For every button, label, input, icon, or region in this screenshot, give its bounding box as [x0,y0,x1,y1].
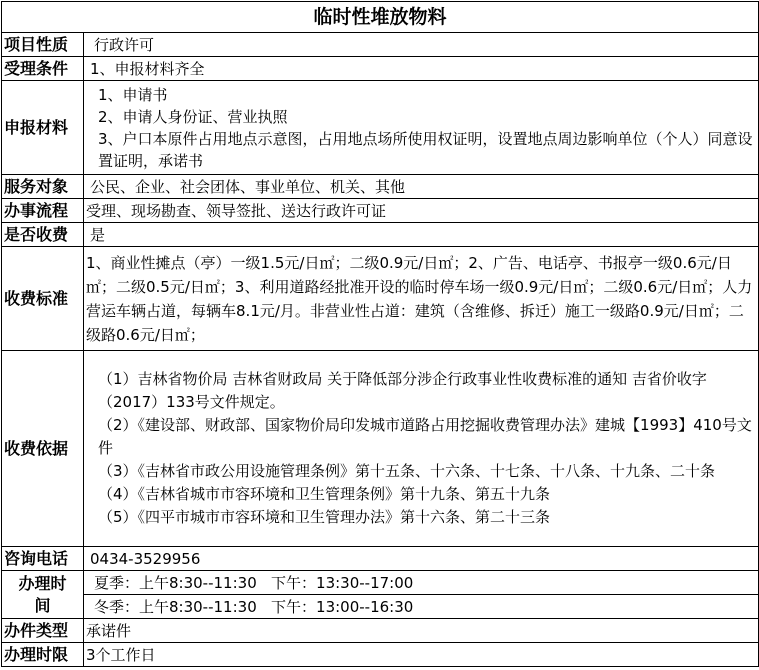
basis-label: 收费依据 [2,351,84,547]
page-title: 临时性堆放物料 [2,2,759,33]
process-label: 办事流程 [2,199,84,223]
hours-label [2,571,84,619]
process-value: 受理、现场勘查、领导签批、送达行政许可证 [84,199,759,223]
service-info-table [1,1,759,667]
basis-value [84,351,759,547]
basis-line: （4）《吉林省城市市容环境和卫生管理条例》第十九条、第五十九条 [98,485,551,503]
deadline-value: 3个工作日 [84,643,759,667]
materials-line: 2、申请人身份证、营业执照 [98,107,288,126]
basis-line: （5）《四平市城市市容环境和卫生管理办法》第十六条、第二十三条 [98,508,551,526]
type-value: 承诺件 [84,619,759,643]
hours-label-line1: 办理时 [18,573,67,593]
charge-label: 是否收费 [2,223,84,247]
materials-label: 申报材料 [2,81,84,175]
standard-value: 1、商业性摊点（亭）一级1.5元/日㎡；二级0.9元/日㎡；2、广告、电话亭、书报亭一级0.6元/日㎡；二级0.5元/日㎡；3、利用道路经批准开设的临时停车场一级0.9元/日㎡；二级0.6元/日㎡；人力营运车辆占道，每辆车8.1元/月。非营业性占道：建筑（含维修、拆迁）施工一级路0.9元/日㎡；二级路0.6元/日㎡； [84,247,759,351]
conditions-value: 1、申报材料齐全 [84,57,759,81]
materials-value [84,81,759,175]
nature-label: 项目性质 [2,33,84,57]
type-label: 办件类型 [2,619,84,643]
nature-value: 行政许可 [84,33,759,57]
materials-line: 3、户口本原件占用地点示意图，占用地点场所使用权证明，设置地点周边影响单位（个人）同意设置证明，承诺书 [98,129,753,170]
deadline-label: 办理时限 [2,643,84,667]
phone-value: 0434-3529956 [84,547,759,571]
basis-line: （2）《建设部、财政部、国家物价局印发城市道路占用挖掘收费管理办法》建城【1993】410号文件 [98,416,752,457]
conditions-label: 受理条件 [2,57,84,81]
targets-label: 服务对象 [2,175,84,199]
materials-line: 1、申请书 [98,85,168,104]
basis-line: （3）《吉林省市政公用设施管理条例》第十五条、十六条、十七条、十八条、十九条、二十条 [98,462,716,480]
hours-winter: 冬季：上午8:30--11:30 下午：13:00--16:30 [84,595,759,619]
phone-label: 咨询电话 [2,547,84,571]
hours-summer: 夏季：上午8:30--11:30 下午：13:30--17:00 [84,571,759,595]
targets-value: 公民、企业、社会团体、事业单位、机关、其他 [84,175,759,199]
charge-value: 是 [84,223,759,247]
standard-label: 收费标准 [2,247,84,351]
basis-line: （1）吉林省物价局 吉林省财政局 关于降低部分涉企行政事业性收费标准的通知 吉省价收字（2017）133号文件规定。 [98,370,707,411]
hours-label-line2: 间 [34,595,51,615]
